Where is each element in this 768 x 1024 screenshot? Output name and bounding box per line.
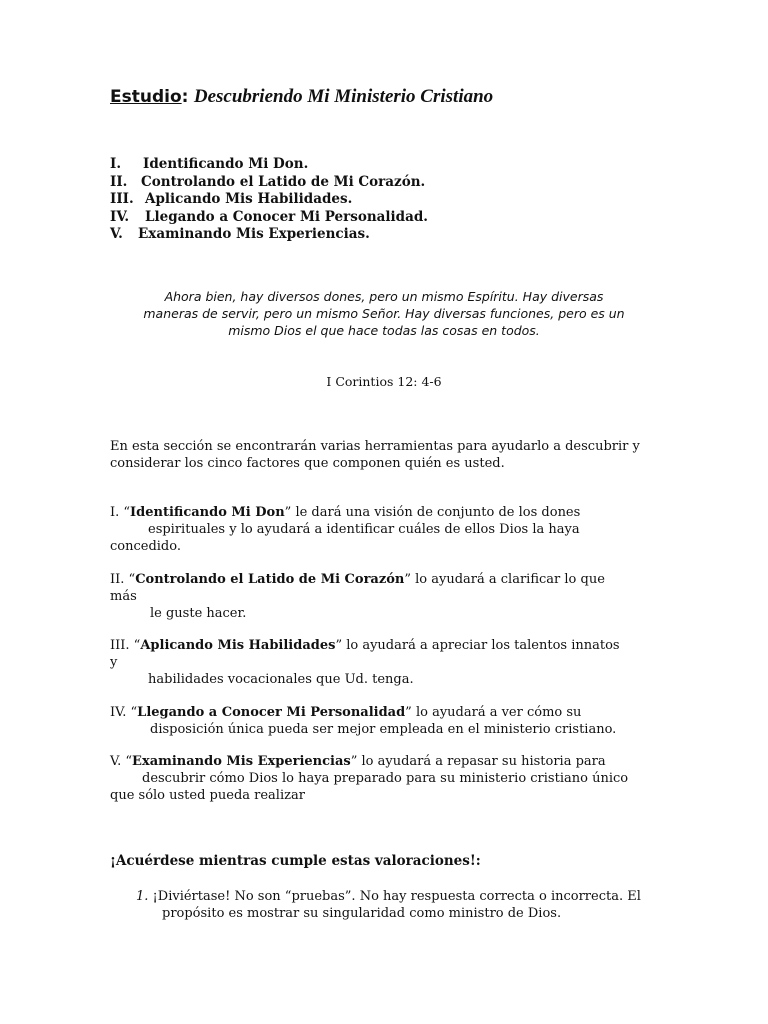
toc-item-label: Examinando Mis Experiencias. (138, 226, 370, 242)
tip-first-line: 1. ¡Diviértase! No son “pruebas”. No hay respuesta correcta o incorrecta. El (136, 889, 641, 904)
section-first-line: IV. “Llegando a Conocer Mi Personalidad” lo ayudará a ver cómo su (110, 705, 582, 720)
tip-number: 1. (136, 889, 149, 904)
section-line: espirituales y lo ayudará a identificar cuáles de ellos Dios la haya (148, 522, 580, 537)
toc-item (110, 209, 428, 227)
toc-item (110, 226, 428, 244)
intro-line: considerar los cinco factores que componen quién es usted. (110, 456, 505, 471)
section-line: disposición única pueda ser mejor empleada en el ministerio cristiano. (150, 722, 617, 737)
section-line: que sólo usted pueda realizar (110, 788, 305, 803)
scripture-reference: I Corintios 12: 4-6 (326, 374, 442, 389)
intro-paragraph (110, 438, 670, 472)
toc-item (110, 174, 428, 192)
table-of-contents (110, 156, 428, 244)
intro-line: En esta sección se encontrarán varias herramientas para ayudarlo a descubrir y (110, 439, 640, 454)
section-description (110, 571, 670, 622)
section-line: más (110, 589, 137, 604)
quote-line: maneras de servir, pero un mismo Señor. Hay diversas funciones, pero es un (143, 306, 625, 321)
section-name: Examinando Mis Experiencias (132, 754, 351, 769)
section-description (110, 704, 670, 738)
toc-item-label: Identificando Mi Don. (143, 156, 309, 172)
section-first-line: III. “Aplicando Mis Habilidades” lo ayudará a apreciar los talentos innatos (110, 638, 620, 653)
toc-item-number: II. (110, 173, 128, 190)
scripture-quote (110, 288, 658, 339)
title-prefix: Estudio (110, 87, 182, 107)
section-description (110, 637, 670, 688)
toc-item-label: Controlando el Latido de Mi Corazón. (141, 173, 426, 190)
quote-line: Ahora bien, hay diversos dones, pero un mismo Espíritu. Hay diversas (164, 289, 604, 304)
toc-item-number: I. (110, 156, 122, 172)
tip-list-item (136, 888, 696, 922)
quote-line: mismo Dios el que hace todas las cosas en todos. (228, 323, 540, 338)
section-first-line: II. “Controlando el Latido de Mi Corazón” lo ayudará a clarificar lo que (110, 572, 605, 587)
toc-item-number: V. (110, 226, 123, 242)
toc-item-number: III. (110, 191, 134, 207)
section-line: habilidades vocacionales que Ud. tenga. (148, 672, 414, 687)
section-name: Aplicando Mis Habilidades (140, 638, 336, 653)
section-line: concedido. (110, 539, 181, 554)
section-first-line: I. “Identificando Mi Don” le dará una visión de conjunto de los dones (110, 505, 581, 520)
section-name: Identificando Mi Don (130, 505, 285, 520)
reminder-heading: ¡Acuérdese mientras cumple estas valoraciones!: (110, 853, 481, 869)
toc-item (110, 156, 428, 174)
section-line: le guste hacer. (150, 606, 247, 621)
section-first-line: V. “Examinando Mis Experiencias” lo ayudará a repasar su historia para (110, 754, 606, 769)
toc-item-label: Aplicando Mis Habilidades. (145, 191, 353, 207)
title-colon: : (181, 87, 189, 107)
section-description (110, 753, 670, 804)
page-title (110, 86, 493, 108)
section-line: y (110, 655, 118, 670)
toc-item-label: Llegando a Conocer Mi Personalidad. (145, 208, 429, 225)
section-name: Llegando a Conocer Mi Personalidad (137, 705, 406, 720)
toc-item-number: IV. (110, 208, 130, 225)
title-main: Descubriendo Mi Ministerio Cristiano (193, 86, 494, 107)
section-line: descubrir cómo Dios lo haya preparado para su ministerio cristiano único (142, 771, 629, 786)
section-name: Controlando el Latido de Mi Corazón (135, 572, 405, 587)
toc-item (110, 191, 428, 209)
tip-line: propósito es mostrar su singularidad como ministro de Dios. (162, 906, 562, 921)
section-description (110, 504, 670, 555)
